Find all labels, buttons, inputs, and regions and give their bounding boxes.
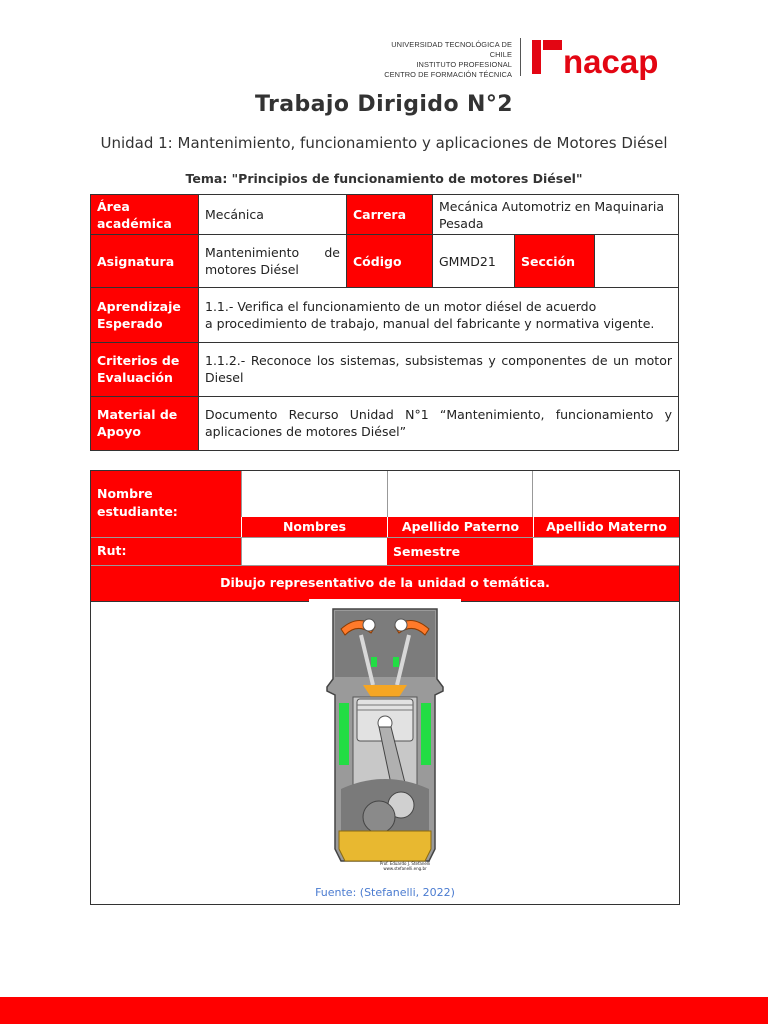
material-label: Material de Apoyo (91, 396, 199, 450)
unit-subtitle: Unidad 1: Mantenimiento, funcionamiento y aplicaciones de Motores Diésel (100, 134, 668, 152)
image-credit: Prof. Eduardo J. Stefanelli (379, 861, 431, 866)
rut-label: Rut: (91, 538, 241, 565)
coolant-jacket-left (339, 703, 349, 765)
divider (241, 471, 242, 517)
logo-brand-text: nacap (563, 43, 659, 80)
institution-line-1: UNIVERSIDAD TECNOLÓGICA DE CHILE (391, 40, 512, 59)
row-area (91, 195, 679, 235)
nombre-estudiante-label: Nombre estudiante: (91, 471, 241, 537)
codigo-value: GMMD21 (433, 235, 515, 288)
drawing-header: Dibujo representativo de la unidad o temática. (91, 566, 679, 601)
apellido-paterno-input[interactable] (387, 471, 533, 517)
course-info-table (90, 194, 679, 451)
row-criterios (91, 342, 679, 396)
criterios-value: 1.1.2.- Reconoce los sistemas, subsistemas y componentes de un motor Diesel (199, 342, 679, 396)
material-value: Documento Recurso Unidad N°1 “Mantenimiento, funcionamiento y aplicaciones de motores Diésel” (199, 396, 679, 450)
page-title: Trabajo Dirigido N°2 (255, 92, 513, 117)
tema-line: Tema: "Principios de funcionamiento de motores Diésel" (185, 171, 583, 186)
apellido-materno-input[interactable] (533, 471, 679, 517)
apellido-materno-header: Apellido Materno (533, 517, 679, 537)
footer-bar (0, 997, 768, 1024)
camshaft-left (363, 619, 375, 631)
seccion-value (595, 235, 679, 288)
student-table (90, 470, 680, 905)
cylinder-head (335, 611, 435, 677)
area-label: Área académica (91, 195, 199, 235)
rut-input[interactable] (241, 538, 387, 565)
logo-i-flag (543, 40, 562, 50)
carrera-label: Carrera (347, 195, 433, 235)
row-asignatura (91, 235, 679, 288)
camshaft-right (395, 619, 407, 631)
asignatura-value: Mantenimiento de motores Diésel (199, 235, 347, 288)
semestre-input[interactable] (533, 538, 679, 565)
institution-lines (370, 40, 512, 80)
image-credit-url: www.stefanelli.eng.br (383, 866, 427, 871)
aprendizaje-value (199, 288, 679, 342)
semestre-label: Semestre (387, 538, 533, 565)
seccion-label: Sección (515, 235, 595, 288)
divider (387, 471, 388, 517)
oil-sump (339, 831, 431, 861)
codigo-label: Código (347, 235, 433, 288)
row-material (91, 396, 679, 450)
carrera-value: Mecánica Automotriz en Maquinaria Pesada (433, 195, 679, 235)
coolant-jacket-right (421, 703, 431, 765)
logo-separator (520, 38, 521, 76)
injector-right (393, 657, 399, 667)
crankshaft (363, 801, 395, 833)
inacap-logo-mark (532, 38, 672, 82)
diesel-engine-illustration (309, 599, 461, 875)
institution-line-2: INSTITUTO PROFESIONAL (416, 60, 512, 69)
row-aprendizaje (91, 288, 679, 342)
apellido-paterno-header: Apellido Paterno (387, 517, 533, 537)
criterios-label: Criterios de Evaluación (91, 342, 199, 396)
area-value: Mecánica (199, 195, 347, 235)
institution-line-3: CENTRO DE FORMACIÓN TÉCNICA (384, 70, 512, 79)
image-source: Fuente: (Stefanelli, 2022) (315, 886, 455, 899)
nombres-input[interactable] (241, 471, 387, 517)
logo-i-bar (532, 40, 541, 74)
aprendizaje-line-1: 1.1.- Verifica el funcionamiento de un motor diésel de acuerdo (205, 298, 597, 314)
institution-logo (370, 38, 690, 82)
asignatura-label: Asignatura (91, 235, 199, 288)
injector-left (371, 657, 377, 667)
aprendizaje-label: Aprendizaje Esperado (91, 288, 199, 342)
aprendizaje-line-2: a procedimiento de trabajo, manual del fabricante y normativa vigente. (205, 315, 655, 331)
divider (532, 471, 533, 517)
nombres-header: Nombres (241, 517, 387, 537)
